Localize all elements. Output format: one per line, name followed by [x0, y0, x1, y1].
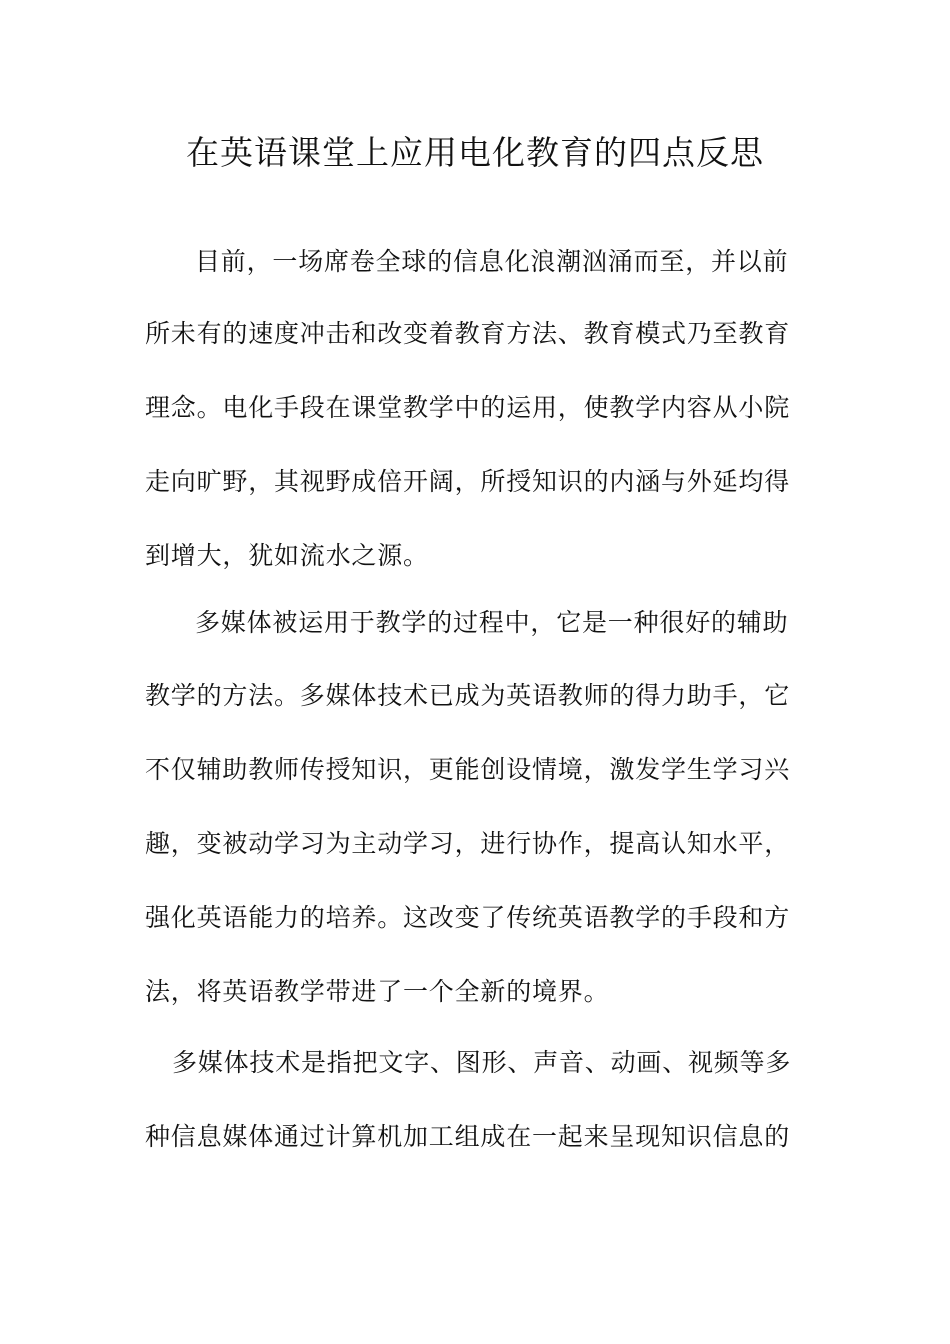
paragraph-2-line-6: 法，将英语教学带进了一个全新的境界。 [145, 977, 610, 1006]
paragraph-2-line-4: 趣，变被动学习为主动学习，进行协作，提高认知水平， [145, 829, 791, 858]
paragraph-2-line-2: 教学的方法。多媒体技术已成为英语教师的得力助手，它 [145, 681, 791, 710]
paragraph-1-line-2: 所未有的速度冲击和改变着教育方法、教育模式乃至教育 [145, 319, 791, 348]
paragraph-2-line-5: 强化英语能力的培养。这改变了传统英语教学的手段和方 [145, 903, 791, 932]
paragraph-3-line-1: 多媒体技术是指把文字、图形、声音、动画、视频等多 [172, 1048, 792, 1077]
paragraph-3-line-2: 种信息媒体通过计算机加工组成在一起来呈现知识信息的 [145, 1122, 791, 1151]
paragraph-1-line-3: 理念。电化手段在课堂教学中的运用，使教学内容从小院 [145, 393, 791, 422]
paragraph-2-line-3: 不仅辅助教师传授知识，更能创设情境，激发学生学习兴 [145, 755, 791, 784]
paragraph-2-line-1: 多媒体被运用于教学的过程中，它是一种很好的辅助 [195, 608, 789, 637]
paragraph-1-line-5: 到增大，犹如流水之源。 [145, 541, 429, 570]
document-title: 在英语课堂上应用电化教育的四点反思 [186, 133, 764, 172]
paragraph-1-line-4: 走向旷野，其视野成倍开阔，所授知识的内涵与外延均得 [145, 467, 791, 496]
paragraph-1-line-1: 目前，一场席卷全球的信息化浪潮汹涌而至，并以前 [195, 247, 789, 276]
